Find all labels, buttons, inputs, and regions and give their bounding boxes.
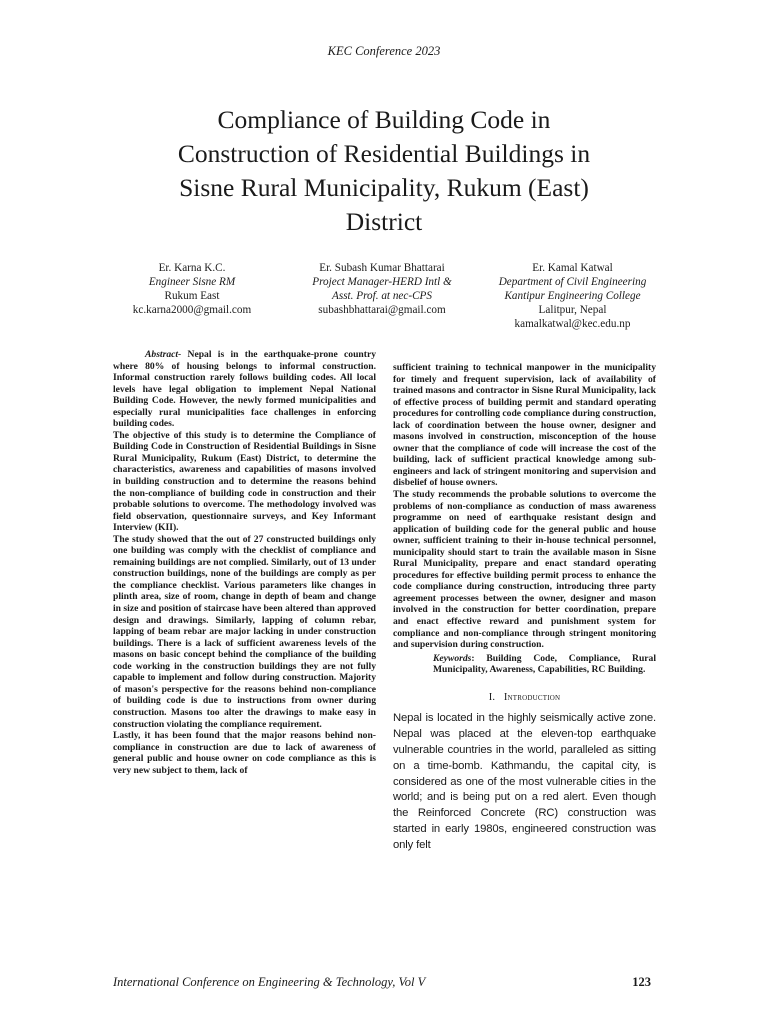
title-line: District xyxy=(345,207,423,236)
author-name: Er. Subash Kumar Bhattarai xyxy=(319,262,445,274)
author-1 xyxy=(112,261,272,317)
author-2 xyxy=(282,261,482,317)
journal-footer: International Conference on Engineering & Technology, Vol V xyxy=(113,975,426,989)
author-affiliation: Kantipur Engineering College xyxy=(504,290,641,302)
title-line: Construction of Residential Buildings in xyxy=(177,139,591,168)
conference-header: KEC Conference 2023 xyxy=(327,44,441,58)
author-affiliation: Asst. Prof. at nec-CPS xyxy=(332,290,432,302)
abstract-label: Abstract- xyxy=(145,349,182,360)
author-3 xyxy=(485,261,660,331)
left-column xyxy=(113,349,376,776)
introduction-paragraph: Nepal is located in the highly seismically active zone. Nepal was placed at the eleven-top earthquake vulnerable countries in the world, paralleled as sitting on a time-bomb. Kathmandu, the capital city, is considered as one of the most vulnerable cities in the world; and is being put on a red alert. Even though the Reinforced Concrete (RC) construction was started in early 1980s, engineered construction was only felt xyxy=(393,712,656,851)
abstract-paragraph: The study showed that the out of 27 constructed buildings only one building was comply with the checklist of compliance and remaining buildings are not complied. Similarly, out of 13 under construction buildings, none of the buildings are comply as per the compliance checklist. Various parameters like changes in plinth area, size of room, change in depth of beam and change in size and position of staircase have been altered than approved design and drawings. Similarly, lapping of column rebar, lapping of beam rebar are major lacking in under construction buildings. There is a lack of sufficient awareness levels of the masons on basic concept behind the compliance of the building code working in the construction buildings they are not fully capable to implement and follow during construction. Majority of mason's perspective for the reasons behind non-compliance of building code is due to instructions from owner during construction. Masons too alter the drawings to make easy in construction violating the compliance requirement. xyxy=(113,533,376,730)
abstract-paragraph: The objective of this study is to determine the Compliance of Building Code in Construction of Residential Buildings in Sisne Rural Municipality, Rukum (East) District, to determine the characteristics, awareness and capabilities of masons involved in building construction and to determine the reasons behind the non-compliance of building code in construction and their probable solutions to overcome. The methodology involved was field observation, questionnaire surveys, and Key Informant Interview (KII). xyxy=(113,429,376,534)
author-affiliation: Project Manager-HERD Intl & xyxy=(312,276,452,288)
keywords xyxy=(393,653,656,676)
author-location: Rukum East xyxy=(164,290,220,302)
author-name: Er. Kamal Katwal xyxy=(532,262,613,274)
author-block xyxy=(0,261,768,333)
abstract-paragraph: Lastly, it has been found that the major reasons behind non-compliance in construction are due to lack of awareness of general public and house owner on code compliance as this is very new subject to them, lack of xyxy=(113,730,376,776)
keywords-label: Keywords xyxy=(433,652,472,664)
page-number: 123 xyxy=(632,975,651,989)
abstract-paragraph: The study recommends the probable solutions to overcome the problems of non-compliance as conduction of mass awareness programme on need of earthquake resistant design and application of building code for the general public and house owner, sufficient training to their in-house technical personnel, municipality should start to train the available mason in Sisne Rural Municipality, prepare and enact standard operating procedures for effective building permit process to enhance the code compliance during construction, introducing three party agreement processes between the owner, designer and mason involved in the construction for better coordination, prepare and enact effective reward and punishment system for compliance and non-compliance through stringent monitoring and supervision during construction. xyxy=(393,489,656,651)
title-line: Compliance of Building Code in xyxy=(217,105,551,134)
author-email[interactable]: kc.karna2000@gmail.com xyxy=(132,304,252,316)
right-column xyxy=(393,362,656,853)
abstract-paragraph: sufficient training to technical manpower in the municipality for timely and frequent supervision, lack of availability of trained masons and contractor in Sisne Rural Municipality, lack of effective process of building permit and standard operating procedures for controlling code compliance during construction, lack of coordination between the house owner, designer and masons involved in construction, misconception of the house owner that the compliance of code will increase the cost of the building, lack of sufficient practical knowledge among sub-engineers and lack of stringent monitoring and supervision and disbelief of house owners. xyxy=(393,362,656,489)
title-line: Sisne Rural Municipality, Rukum (East) xyxy=(179,173,589,202)
author-affiliation: Department of Civil Engineering xyxy=(498,276,647,288)
author-email[interactable]: kamalkatwal@kec.edu.np xyxy=(514,318,631,330)
author-location: Lalitpur, Nepal xyxy=(538,304,607,316)
paper-title xyxy=(110,103,658,239)
keywords-text: : Building Code, Compliance, Rural Municipality, Awareness, Capabilities, RC Building. xyxy=(433,652,656,676)
abstract-paragraph: Abstract- Nepal is in the earthquake-prone country where 80% of housing belongs to informal construction. Informal construction rarely follows building codes. All local levels have legal obligation to implement Nepal National Building Code. However, the newly formed municipalities and especially rural municipalities face challenges in enforcing building codes. xyxy=(113,349,376,430)
author-affiliation: Engineer Sisne RM xyxy=(148,276,236,288)
author-email[interactable]: subashbhattarai@gmail.com xyxy=(318,304,446,316)
author-name: Er. Karna K.C. xyxy=(158,262,226,274)
section-heading-introduction: I. Introduction xyxy=(488,691,561,703)
